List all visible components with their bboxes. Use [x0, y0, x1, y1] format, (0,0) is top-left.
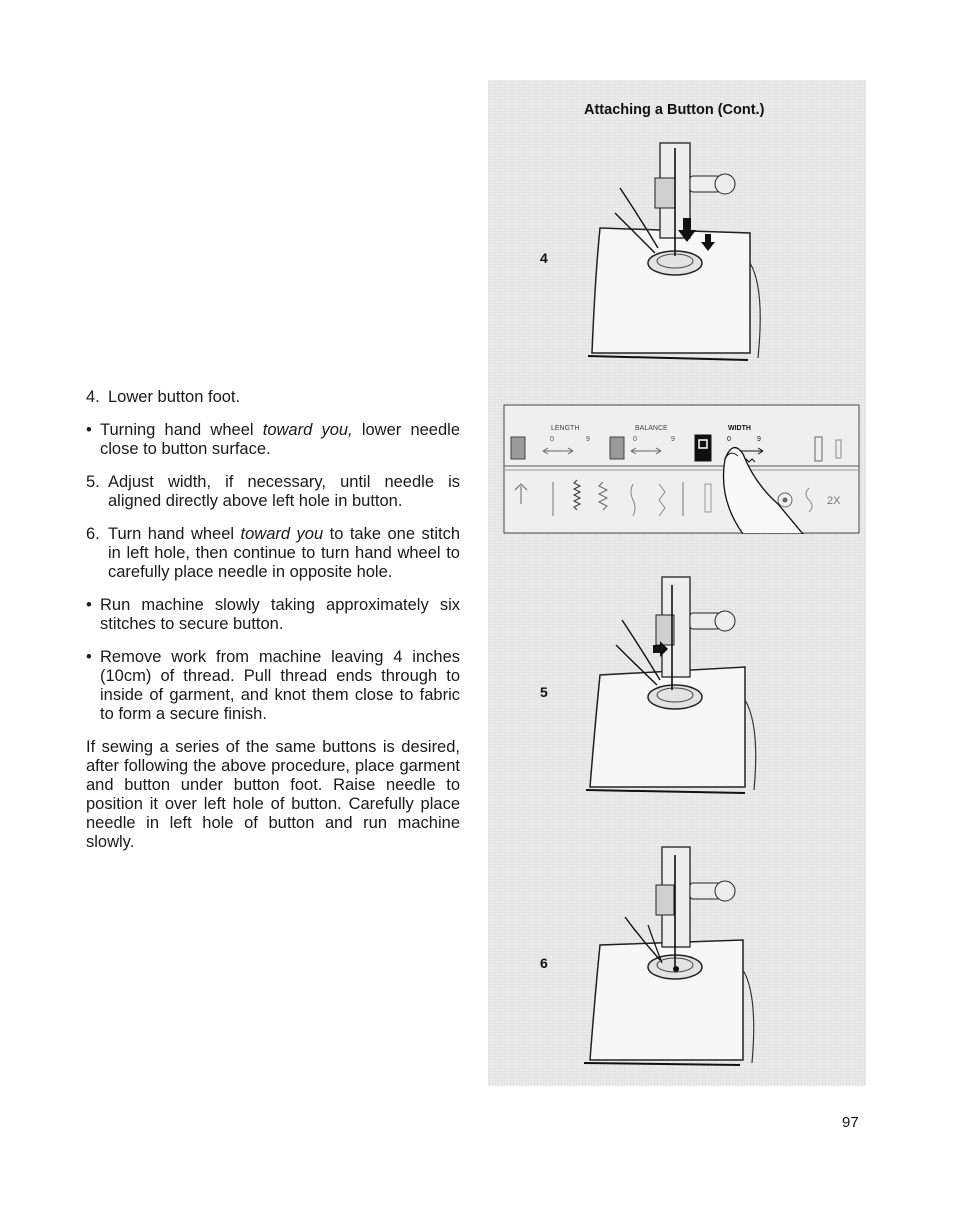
- bullet-remove-work: [86, 648, 460, 724]
- bullet-mark: •: [86, 421, 92, 439]
- bullet-mark: •: [86, 596, 92, 614]
- bullet-text: Remove work from machine leaving 4 inches (10cm) of thread. Pull thread ends through to inside of garment, and knot them close to fabric to form a secure finish.: [100, 648, 460, 723]
- bullet-text: Run machine slowly taking approximately six stitches to secure button.: [100, 596, 460, 633]
- figure-5-illustration: [580, 575, 780, 800]
- repeat-2x-label: 2X: [827, 495, 841, 507]
- width-scale-min: 0: [727, 436, 731, 443]
- width-scale-max: 9: [757, 436, 761, 443]
- width-label: WIDTH: [728, 425, 751, 432]
- balance-label: BALANCE: [635, 425, 668, 432]
- balance-scale-max: 9: [671, 436, 675, 443]
- figure-5-label: 5: [540, 684, 548, 700]
- step-text: Lower button foot.: [108, 388, 241, 406]
- balance-display: [610, 437, 624, 459]
- length-scale-min: 0: [550, 436, 554, 443]
- bullet-text: Turning hand wheel toward you, lower needle close to button surface.: [100, 421, 461, 458]
- bullet-run-machine: [86, 596, 460, 634]
- bullet-hand-wheel: [86, 421, 460, 459]
- figure-4-illustration: [580, 138, 780, 366]
- page-number: 97: [842, 1114, 859, 1131]
- figure-6-label: 6: [540, 955, 548, 971]
- step-number: 6.: [86, 525, 100, 543]
- step-text: Adjust width, if necessary, until needle is aligned directly above left hole in button.: [108, 473, 460, 510]
- machine-control-panel: [503, 404, 861, 534]
- bullet-mark: •: [86, 648, 92, 666]
- length-scale-max: 9: [586, 436, 590, 443]
- length-display: [511, 437, 525, 459]
- figure-6-illustration: [580, 845, 780, 1070]
- series-buttons-paragraph: If sewing a series of the same buttons is desired, after following the above procedure, place garment and button under button foot. Raise needle to position it over left hole of button. Carefully place needle in left hole of button and run machine slowly.: [86, 738, 460, 851]
- step-4: [86, 388, 460, 407]
- length-label: LENGTH: [551, 425, 580, 432]
- balance-scale-min: 0: [633, 436, 637, 443]
- instructions-column: [86, 388, 460, 869]
- step-6: [86, 525, 460, 582]
- step-number: 4.: [86, 388, 100, 406]
- step-number: 5.: [86, 473, 100, 491]
- step-5: [86, 473, 460, 511]
- figure-4-label: 4: [540, 250, 548, 266]
- step-text: Turn hand wheel toward you to take one stitch in left hole, then continue to turn hand wheel to carefully place needle in opposite hole.: [108, 525, 461, 581]
- panel-title: Attaching a Button (Cont.): [584, 102, 765, 118]
